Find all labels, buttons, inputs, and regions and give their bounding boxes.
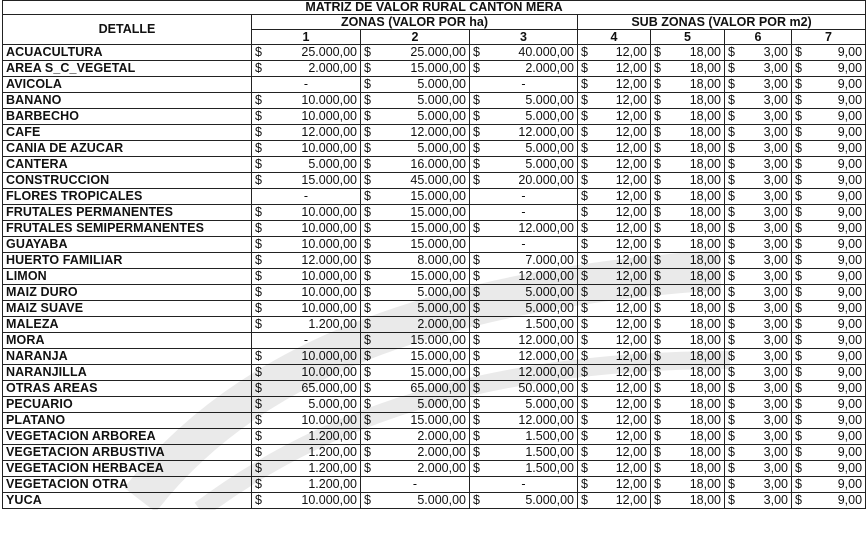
subzone-value-cell: $ 18,00 bbox=[651, 333, 725, 349]
row-label: MAIZ SUAVE bbox=[3, 301, 252, 317]
zone-value-cell: $ 1.200,00 bbox=[252, 477, 361, 493]
subzone-value-cell: $ 3,00 bbox=[725, 413, 792, 429]
subzone-value-cell: $ 12,00 bbox=[578, 125, 651, 141]
zone-value-cell: $ 5.000,00 bbox=[361, 141, 470, 157]
subzone-value-cell: $ 12,00 bbox=[578, 189, 651, 205]
subzone-value-cell: $ 12,00 bbox=[578, 493, 651, 509]
table-row bbox=[3, 477, 866, 493]
table-row bbox=[3, 333, 866, 349]
table-row bbox=[3, 381, 866, 397]
subzone-value-cell: $ 9,00 bbox=[792, 413, 866, 429]
subzone-value-cell: $ 3,00 bbox=[725, 61, 792, 77]
subzone-value-cell: $ 12,00 bbox=[578, 317, 651, 333]
row-label: FRUTALES SEMIPERMANENTES bbox=[3, 221, 252, 237]
row-label: CANIA DE AZUCAR bbox=[3, 141, 252, 157]
row-label: BANANO bbox=[3, 93, 252, 109]
zone-value-cell: $ 15.000,00 bbox=[361, 221, 470, 237]
zone-value-cell: $ 15.000,00 bbox=[361, 333, 470, 349]
subzone-value-cell: $ 9,00 bbox=[792, 173, 866, 189]
zone-value-cell: $ 15.000,00 bbox=[361, 189, 470, 205]
zone-value-cell: $ 10.000,00 bbox=[252, 141, 361, 157]
table-row bbox=[3, 141, 866, 157]
subzone-value-cell: $ 9,00 bbox=[792, 125, 866, 141]
zone-value-cell: $ 12.000,00 bbox=[252, 253, 361, 269]
subzone-value-cell: $ 12,00 bbox=[578, 237, 651, 253]
zone-col-header: 3 bbox=[470, 30, 578, 45]
subzone-value-cell: $ 12,00 bbox=[578, 429, 651, 445]
table-row bbox=[3, 157, 866, 173]
zone-value-cell: $ 15.000,00 bbox=[361, 349, 470, 365]
subzone-value-cell: $ 12,00 bbox=[578, 221, 651, 237]
subzone-value-cell: $ 12,00 bbox=[578, 349, 651, 365]
zone-value-cell: $ 10.000,00 bbox=[252, 269, 361, 285]
subzone-value-cell: $ 3,00 bbox=[725, 285, 792, 301]
subzone-value-cell: $ 18,00 bbox=[651, 365, 725, 381]
table-row bbox=[3, 285, 866, 301]
table-row bbox=[3, 301, 866, 317]
zone-value-cell: $ 12.000,00 bbox=[470, 125, 578, 141]
subzone-value-cell: $ 18,00 bbox=[651, 157, 725, 173]
table-body bbox=[3, 45, 866, 509]
table-row bbox=[3, 173, 866, 189]
row-label: NARANJA bbox=[3, 349, 252, 365]
zone-value-cell: $ 5.000,00 bbox=[470, 301, 578, 317]
row-label: ACUACULTURA bbox=[3, 45, 252, 61]
row-label: LIMON bbox=[3, 269, 252, 285]
table-row bbox=[3, 109, 866, 125]
zone-value-cell: - bbox=[361, 477, 470, 493]
subzone-value-cell: $ 3,00 bbox=[725, 477, 792, 493]
subzone-value-cell: $ 18,00 bbox=[651, 317, 725, 333]
zone-value-cell: - bbox=[470, 205, 578, 221]
zone-value-cell: $ 16.000,00 bbox=[361, 157, 470, 173]
subzone-value-cell: $ 9,00 bbox=[792, 301, 866, 317]
zone-value-cell: $ 5.000,00 bbox=[470, 397, 578, 413]
subzone-value-cell: $ 3,00 bbox=[725, 429, 792, 445]
zone-value-cell: $ 8.000,00 bbox=[361, 253, 470, 269]
subzone-value-cell: $ 3,00 bbox=[725, 77, 792, 93]
table-row bbox=[3, 269, 866, 285]
subzone-value-cell: $ 12,00 bbox=[578, 381, 651, 397]
zone-value-cell: $ 40.000,00 bbox=[470, 45, 578, 61]
zone-value-cell: $ 5.000,00 bbox=[361, 93, 470, 109]
subzone-value-cell: $ 9,00 bbox=[792, 45, 866, 61]
subzone-value-cell: $ 18,00 bbox=[651, 381, 725, 397]
subzone-value-cell: $ 3,00 bbox=[725, 237, 792, 253]
subzone-value-cell: $ 9,00 bbox=[792, 205, 866, 221]
zone-value-cell: $ 25.000,00 bbox=[252, 45, 361, 61]
subzonas-header: SUB ZONAS (VALOR POR m2) bbox=[578, 15, 866, 30]
detalle-header: DETALLE bbox=[3, 15, 252, 45]
table-row bbox=[3, 493, 866, 509]
subzone-value-cell: $ 12,00 bbox=[578, 477, 651, 493]
subzone-value-cell: $ 9,00 bbox=[792, 349, 866, 365]
row-label: PECUARIO bbox=[3, 397, 252, 413]
row-label: VEGETACION ARBUSTIVA bbox=[3, 445, 252, 461]
zonas-header: ZONAS (VALOR POR ha) bbox=[252, 15, 578, 30]
subzone-value-cell: $ 18,00 bbox=[651, 285, 725, 301]
subzone-value-cell: $ 12,00 bbox=[578, 461, 651, 477]
subzone-value-cell: $ 18,00 bbox=[651, 93, 725, 109]
subzone-value-cell: $ 18,00 bbox=[651, 445, 725, 461]
subzone-value-cell: $ 3,00 bbox=[725, 157, 792, 173]
zone-value-cell: $ 1.500,00 bbox=[470, 429, 578, 445]
zone-value-cell: $ 12.000,00 bbox=[470, 333, 578, 349]
table-row bbox=[3, 189, 866, 205]
zone-value-cell: $ 65.000,00 bbox=[361, 381, 470, 397]
subzone-value-cell: $ 18,00 bbox=[651, 237, 725, 253]
zone-value-cell: $ 1.200,00 bbox=[252, 445, 361, 461]
zone-value-cell: $ 10.000,00 bbox=[252, 109, 361, 125]
table-row bbox=[3, 61, 866, 77]
subzone-value-cell: $ 18,00 bbox=[651, 77, 725, 93]
subzone-value-cell: $ 3,00 bbox=[725, 269, 792, 285]
table-row bbox=[3, 365, 866, 381]
zone-value-cell: $ 12.000,00 bbox=[470, 269, 578, 285]
table-row bbox=[3, 45, 866, 61]
subzone-value-cell: $ 3,00 bbox=[725, 125, 792, 141]
table-row bbox=[3, 237, 866, 253]
subzone-value-cell: $ 3,00 bbox=[725, 253, 792, 269]
zone-value-cell: $ 15.000,00 bbox=[361, 365, 470, 381]
zone-value-cell: $ 45.000,00 bbox=[361, 173, 470, 189]
subzone-value-cell: $ 12,00 bbox=[578, 301, 651, 317]
subzone-value-cell: $ 9,00 bbox=[792, 365, 866, 381]
row-label: NARANJILLA bbox=[3, 365, 252, 381]
zone-value-cell: $ 5.000,00 bbox=[252, 157, 361, 173]
subzone-value-cell: $ 3,00 bbox=[725, 445, 792, 461]
subzone-value-cell: $ 18,00 bbox=[651, 45, 725, 61]
subzone-value-cell: $ 12,00 bbox=[578, 333, 651, 349]
table-row bbox=[3, 397, 866, 413]
row-label: AREA S_C_VEGETAL bbox=[3, 61, 252, 77]
subzone-value-cell: $ 9,00 bbox=[792, 333, 866, 349]
subzone-value-cell: $ 3,00 bbox=[725, 301, 792, 317]
subzone-value-cell: $ 9,00 bbox=[792, 493, 866, 509]
zone-value-cell: $ 5.000,00 bbox=[252, 397, 361, 413]
subzone-value-cell: $ 18,00 bbox=[651, 61, 725, 77]
zone-value-cell: $ 10.000,00 bbox=[252, 493, 361, 509]
subzone-value-cell: $ 18,00 bbox=[651, 269, 725, 285]
zone-value-cell: $ 2.000,00 bbox=[252, 61, 361, 77]
zone-value-cell: - bbox=[470, 477, 578, 493]
subzone-value-cell: $ 9,00 bbox=[792, 93, 866, 109]
table-row bbox=[3, 205, 866, 221]
subzone-value-cell: $ 12,00 bbox=[578, 445, 651, 461]
row-label: CANTERA bbox=[3, 157, 252, 173]
subzone-value-cell: $ 18,00 bbox=[651, 141, 725, 157]
zone-value-cell: $ 20.000,00 bbox=[470, 173, 578, 189]
row-label: CONSTRUCCION bbox=[3, 173, 252, 189]
table-row bbox=[3, 93, 866, 109]
subzone-value-cell: $ 18,00 bbox=[651, 397, 725, 413]
subzone-value-cell: $ 18,00 bbox=[651, 461, 725, 477]
subzone-value-cell: $ 3,00 bbox=[725, 349, 792, 365]
subzone-value-cell: $ 9,00 bbox=[792, 477, 866, 493]
subzone-value-cell: $ 12,00 bbox=[578, 173, 651, 189]
zone-value-cell: $ 2.000,00 bbox=[361, 461, 470, 477]
subzone-value-cell: $ 9,00 bbox=[792, 445, 866, 461]
subzone-value-cell: $ 12,00 bbox=[578, 365, 651, 381]
zone-value-cell: $ 65.000,00 bbox=[252, 381, 361, 397]
row-label: MAIZ DURO bbox=[3, 285, 252, 301]
subzone-value-cell: $ 12,00 bbox=[578, 397, 651, 413]
subzone-col-header: 6 bbox=[725, 30, 792, 45]
zone-value-cell: $ 1.500,00 bbox=[470, 317, 578, 333]
row-label: OTRAS AREAS bbox=[3, 381, 252, 397]
subzone-value-cell: $ 12,00 bbox=[578, 285, 651, 301]
row-label: VEGETACION HERBACEA bbox=[3, 461, 252, 477]
zone-value-cell: $ 25.000,00 bbox=[361, 45, 470, 61]
subzone-value-cell: $ 9,00 bbox=[792, 461, 866, 477]
subzone-value-cell: $ 18,00 bbox=[651, 301, 725, 317]
zone-value-cell: $ 5.000,00 bbox=[361, 301, 470, 317]
subzone-value-cell: $ 3,00 bbox=[725, 109, 792, 125]
table-row bbox=[3, 221, 866, 237]
zone-value-cell: $ 1.200,00 bbox=[252, 461, 361, 477]
subzone-value-cell: $ 12,00 bbox=[578, 205, 651, 221]
zone-value-cell: $ 12.000,00 bbox=[470, 221, 578, 237]
zone-value-cell: $ 12.000,00 bbox=[470, 349, 578, 365]
subzone-value-cell: $ 9,00 bbox=[792, 157, 866, 173]
subzone-value-cell: $ 18,00 bbox=[651, 125, 725, 141]
table-row bbox=[3, 445, 866, 461]
subzone-value-cell: $ 9,00 bbox=[792, 285, 866, 301]
subzone-value-cell: $ 12,00 bbox=[578, 141, 651, 157]
subzone-value-cell: $ 3,00 bbox=[725, 461, 792, 477]
zone-value-cell: $ 12.000,00 bbox=[252, 125, 361, 141]
subzone-value-cell: $ 18,00 bbox=[651, 429, 725, 445]
zone-col-header: 2 bbox=[361, 30, 470, 45]
zone-value-cell: $ 15.000,00 bbox=[361, 269, 470, 285]
zone-value-cell: $ 10.000,00 bbox=[252, 413, 361, 429]
table-row bbox=[3, 125, 866, 141]
subzone-col-header: 4 bbox=[578, 30, 651, 45]
zone-value-cell: $ 1.500,00 bbox=[470, 445, 578, 461]
table-title: MATRIZ DE VALOR RURAL CANTON MERA bbox=[3, 1, 866, 15]
subzone-value-cell: $ 18,00 bbox=[651, 221, 725, 237]
row-label: YUCA bbox=[3, 493, 252, 509]
zone-value-cell: $ 10.000,00 bbox=[252, 93, 361, 109]
zone-value-cell: - bbox=[252, 77, 361, 93]
row-label: VEGETACION ARBOREA bbox=[3, 429, 252, 445]
subzone-value-cell: $ 18,00 bbox=[651, 253, 725, 269]
subzone-col-header: 7 bbox=[792, 30, 866, 45]
subzone-value-cell: $ 9,00 bbox=[792, 317, 866, 333]
zone-value-cell: $ 10.000,00 bbox=[252, 205, 361, 221]
zone-value-cell: - bbox=[470, 77, 578, 93]
zone-value-cell: $ 7.000,00 bbox=[470, 253, 578, 269]
zone-value-cell: $ 12.000,00 bbox=[470, 365, 578, 381]
subzone-value-cell: $ 9,00 bbox=[792, 237, 866, 253]
row-label: AVICOLA bbox=[3, 77, 252, 93]
zone-value-cell: $ 1.200,00 bbox=[252, 429, 361, 445]
row-label: CAFE bbox=[3, 125, 252, 141]
subzone-value-cell: $ 12,00 bbox=[578, 45, 651, 61]
subzone-value-cell: $ 9,00 bbox=[792, 141, 866, 157]
subzone-value-cell: $ 9,00 bbox=[792, 189, 866, 205]
zone-value-cell: $ 15.000,00 bbox=[361, 61, 470, 77]
subzone-value-cell: $ 3,00 bbox=[725, 365, 792, 381]
subzone-value-cell: $ 18,00 bbox=[651, 189, 725, 205]
zone-value-cell: $ 15.000,00 bbox=[361, 413, 470, 429]
zone-value-cell: $ 5.000,00 bbox=[470, 157, 578, 173]
subzone-value-cell: $ 12,00 bbox=[578, 157, 651, 173]
zone-value-cell: - bbox=[252, 189, 361, 205]
subzone-value-cell: $ 18,00 bbox=[651, 205, 725, 221]
zone-value-cell: $ 5.000,00 bbox=[361, 397, 470, 413]
subzone-value-cell: $ 3,00 bbox=[725, 493, 792, 509]
zone-value-cell: $ 2.000,00 bbox=[361, 429, 470, 445]
subzone-value-cell: $ 3,00 bbox=[725, 93, 792, 109]
zone-value-cell: $ 5.000,00 bbox=[361, 77, 470, 93]
subzone-value-cell: $ 12,00 bbox=[578, 77, 651, 93]
row-label: PLATANO bbox=[3, 413, 252, 429]
row-label: MALEZA bbox=[3, 317, 252, 333]
zone-col-header: 1 bbox=[252, 30, 361, 45]
zone-value-cell: $ 15.000,00 bbox=[361, 237, 470, 253]
zone-value-cell: $ 10.000,00 bbox=[252, 365, 361, 381]
table-row bbox=[3, 413, 866, 429]
zone-value-cell: $ 1.500,00 bbox=[470, 461, 578, 477]
zone-value-cell: $ 5.000,00 bbox=[470, 493, 578, 509]
subzone-value-cell: $ 12,00 bbox=[578, 269, 651, 285]
subzone-value-cell: $ 12,00 bbox=[578, 413, 651, 429]
zone-value-cell: $ 5.000,00 bbox=[361, 109, 470, 125]
subzone-value-cell: $ 9,00 bbox=[792, 253, 866, 269]
subzone-value-cell: $ 18,00 bbox=[651, 173, 725, 189]
row-label: MORA bbox=[3, 333, 252, 349]
zone-value-cell: $ 5.000,00 bbox=[361, 493, 470, 509]
subzone-value-cell: $ 18,00 bbox=[651, 493, 725, 509]
subzone-value-cell: $ 12,00 bbox=[578, 61, 651, 77]
subzone-value-cell: $ 9,00 bbox=[792, 77, 866, 93]
subzone-value-cell: $ 3,00 bbox=[725, 205, 792, 221]
subzone-value-cell: $ 9,00 bbox=[792, 381, 866, 397]
subzone-value-cell: $ 3,00 bbox=[725, 381, 792, 397]
subzone-value-cell: $ 18,00 bbox=[651, 349, 725, 365]
subzone-value-cell: $ 18,00 bbox=[651, 109, 725, 125]
subzone-value-cell: $ 12,00 bbox=[578, 109, 651, 125]
row-label: HUERTO FAMILIAR bbox=[3, 253, 252, 269]
subzone-value-cell: $ 9,00 bbox=[792, 397, 866, 413]
row-label: FLORES TROPICALES bbox=[3, 189, 252, 205]
zone-value-cell: $ 5.000,00 bbox=[470, 109, 578, 125]
subzone-value-cell: $ 3,00 bbox=[725, 141, 792, 157]
zone-value-cell: $ 10.000,00 bbox=[252, 349, 361, 365]
zone-value-cell: $ 12.000,00 bbox=[470, 413, 578, 429]
subzone-value-cell: $ 12,00 bbox=[578, 253, 651, 269]
zone-value-cell: $ 2.000,00 bbox=[361, 445, 470, 461]
subzone-value-cell: $ 9,00 bbox=[792, 429, 866, 445]
subzone-value-cell: $ 3,00 bbox=[725, 397, 792, 413]
subzone-value-cell: $ 12,00 bbox=[578, 93, 651, 109]
zone-value-cell: $ 2.000,00 bbox=[361, 317, 470, 333]
subzone-value-cell: $ 3,00 bbox=[725, 333, 792, 349]
table-row bbox=[3, 429, 866, 445]
table-row bbox=[3, 253, 866, 269]
zone-value-cell: $ 15.000,00 bbox=[361, 205, 470, 221]
rural-value-matrix-table bbox=[2, 0, 866, 509]
zone-value-cell: $ 10.000,00 bbox=[252, 285, 361, 301]
table-row bbox=[3, 77, 866, 93]
zone-value-cell: $ 5.000,00 bbox=[470, 93, 578, 109]
zone-value-cell: $ 5.000,00 bbox=[361, 285, 470, 301]
subzone-value-cell: $ 3,00 bbox=[725, 317, 792, 333]
subzone-value-cell: $ 3,00 bbox=[725, 189, 792, 205]
subzone-value-cell: $ 18,00 bbox=[651, 477, 725, 493]
subzone-value-cell: $ 3,00 bbox=[725, 45, 792, 61]
zone-value-cell: $ 1.200,00 bbox=[252, 317, 361, 333]
zone-value-cell: $ 5.000,00 bbox=[470, 285, 578, 301]
subzone-col-header: 5 bbox=[651, 30, 725, 45]
zone-value-cell: $ 15.000,00 bbox=[252, 173, 361, 189]
zone-value-cell: - bbox=[252, 333, 361, 349]
subzone-value-cell: $ 9,00 bbox=[792, 269, 866, 285]
zone-value-cell: $ 10.000,00 bbox=[252, 237, 361, 253]
subzone-value-cell: $ 3,00 bbox=[725, 173, 792, 189]
zone-value-cell: $ 10.000,00 bbox=[252, 221, 361, 237]
subzone-value-cell: $ 9,00 bbox=[792, 61, 866, 77]
zone-value-cell: $ 10.000,00 bbox=[252, 301, 361, 317]
table-row bbox=[3, 317, 866, 333]
zone-value-cell: $ 5.000,00 bbox=[470, 141, 578, 157]
subzone-value-cell: $ 9,00 bbox=[792, 221, 866, 237]
subzone-value-cell: $ 9,00 bbox=[792, 109, 866, 125]
row-label: GUAYABA bbox=[3, 237, 252, 253]
zone-value-cell: $ 12.000,00 bbox=[361, 125, 470, 141]
row-label: BARBECHO bbox=[3, 109, 252, 125]
row-label: FRUTALES PERMANENTES bbox=[3, 205, 252, 221]
subzone-value-cell: $ 3,00 bbox=[725, 221, 792, 237]
row-label: VEGETACION OTRA bbox=[3, 477, 252, 493]
zone-value-cell: $ 50.000,00 bbox=[470, 381, 578, 397]
table-row bbox=[3, 461, 866, 477]
zone-value-cell: $ 2.000,00 bbox=[470, 61, 578, 77]
zone-value-cell: - bbox=[470, 237, 578, 253]
table-row bbox=[3, 349, 866, 365]
zone-value-cell: - bbox=[470, 189, 578, 205]
subzone-value-cell: $ 18,00 bbox=[651, 413, 725, 429]
